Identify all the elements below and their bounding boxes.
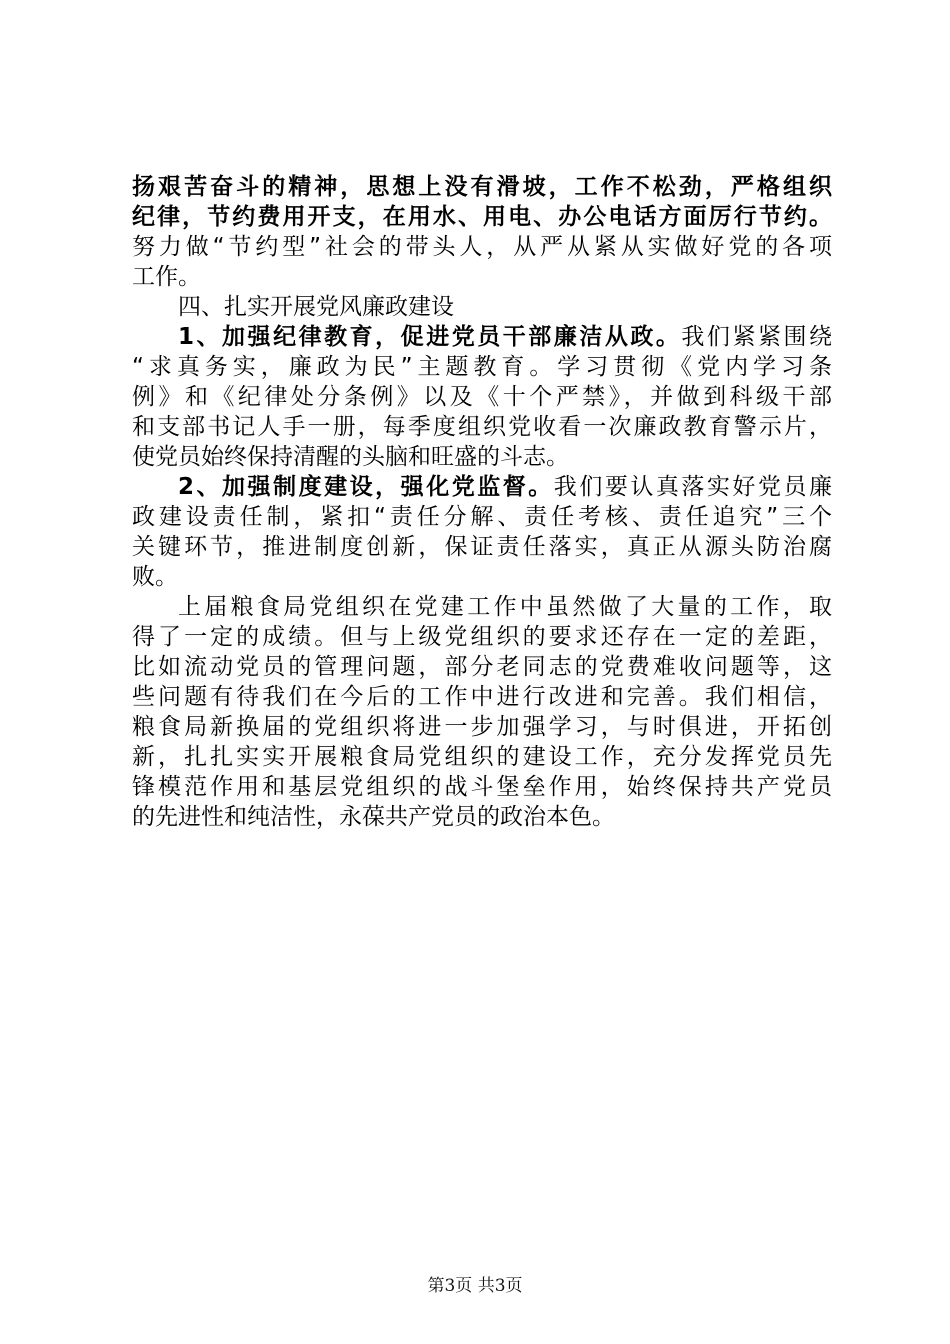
regular-text: 工作。 — [132, 264, 201, 290]
page-footer — [0, 1271, 950, 1296]
text-line — [132, 382, 832, 412]
text-line — [132, 262, 832, 292]
text-line — [132, 442, 832, 472]
regular-text: 和支部书记人手一册，每季度组织党收看一次廉政教育警示片， — [132, 414, 832, 440]
section-heading — [132, 292, 832, 322]
regular-text: 得了一定的成绩。但与上级党组织的要求还存在一定的差距， — [132, 624, 832, 650]
regular-text: 政建设责任制，紧扣“责任分解、责任考核、责任追究”三个 — [132, 504, 832, 530]
text-line — [132, 502, 832, 532]
regular-text: 四、扎实开展党风廉政建设 — [178, 294, 454, 320]
text-line — [132, 802, 832, 832]
body-text — [132, 172, 832, 832]
bold-text: 1、加强纪律教育，促进党员干部廉洁从政。 — [178, 324, 682, 350]
text-line — [132, 562, 832, 592]
text-line — [132, 172, 832, 202]
bold-text: 2、加强制度建设，强化党监督。 — [178, 474, 554, 500]
text-line — [132, 592, 832, 622]
text-line — [132, 772, 832, 802]
page-number: 第3页 共3页 — [427, 1276, 523, 1296]
regular-text: 上届粮食局党组织在党建工作中虽然做了大量的工作，取 — [178, 594, 832, 620]
regular-text: 努力做“节约型”社会的带头人，从严从紧从实做好党的各项 — [132, 234, 832, 260]
regular-text: 关键环节，推进制度创新，保证责任落实，真正从源头防治腐 — [132, 534, 832, 560]
text-line — [132, 322, 832, 352]
text-line — [132, 712, 832, 742]
regular-text: 锋模范作用和基层党组织的战斗堡垒作用，始终保持共产党员 — [132, 774, 832, 800]
text-line — [132, 352, 832, 382]
regular-text: 比如流动党员的管理问题，部分老同志的党费难收问题等，这 — [132, 654, 832, 680]
regular-text: 败。 — [132, 564, 178, 590]
regular-text: 我们要认真落实好党员廉 — [553, 474, 832, 500]
text-line — [132, 622, 832, 652]
text-line — [132, 682, 832, 712]
regular-text: 的先进性和纯洁性，永葆共产党员的政治本色。 — [132, 804, 615, 830]
regular-text: “求真务实，廉政为民”主题教育。学习贯彻《党内学习条 — [132, 354, 832, 380]
regular-text: 新，扎扎实实开展粮食局党组织的建设工作，充分发挥党员先 — [132, 744, 832, 770]
text-line — [132, 232, 832, 262]
text-line — [132, 532, 832, 562]
text-line — [132, 472, 832, 502]
regular-text: 使党员始终保持清醒的头脑和旺盛的斗志。 — [132, 444, 569, 470]
regular-text: 些问题有待我们在今后的工作中进行改进和完善。我们相信， — [132, 684, 832, 710]
text-line — [132, 652, 832, 682]
bold-text: 扬艰苦奋斗的精神，思想上没有滑坡，工作不松劲，严格组织 — [132, 174, 832, 200]
regular-text: 例》和《纪律处分条例》以及《十个严禁》，并做到科级干部 — [132, 384, 832, 410]
text-line — [132, 412, 832, 442]
regular-text: 我们紧紧围绕 — [681, 324, 833, 350]
regular-text: 粮食局新换届的党组织将进一步加强学习，与时俱进，开拓创 — [132, 714, 832, 740]
text-line — [132, 202, 832, 232]
text-line — [132, 742, 832, 772]
bold-text: 纪律，节约费用开支，在用水、用电、办公电话方面厉行节约。 — [132, 204, 832, 230]
